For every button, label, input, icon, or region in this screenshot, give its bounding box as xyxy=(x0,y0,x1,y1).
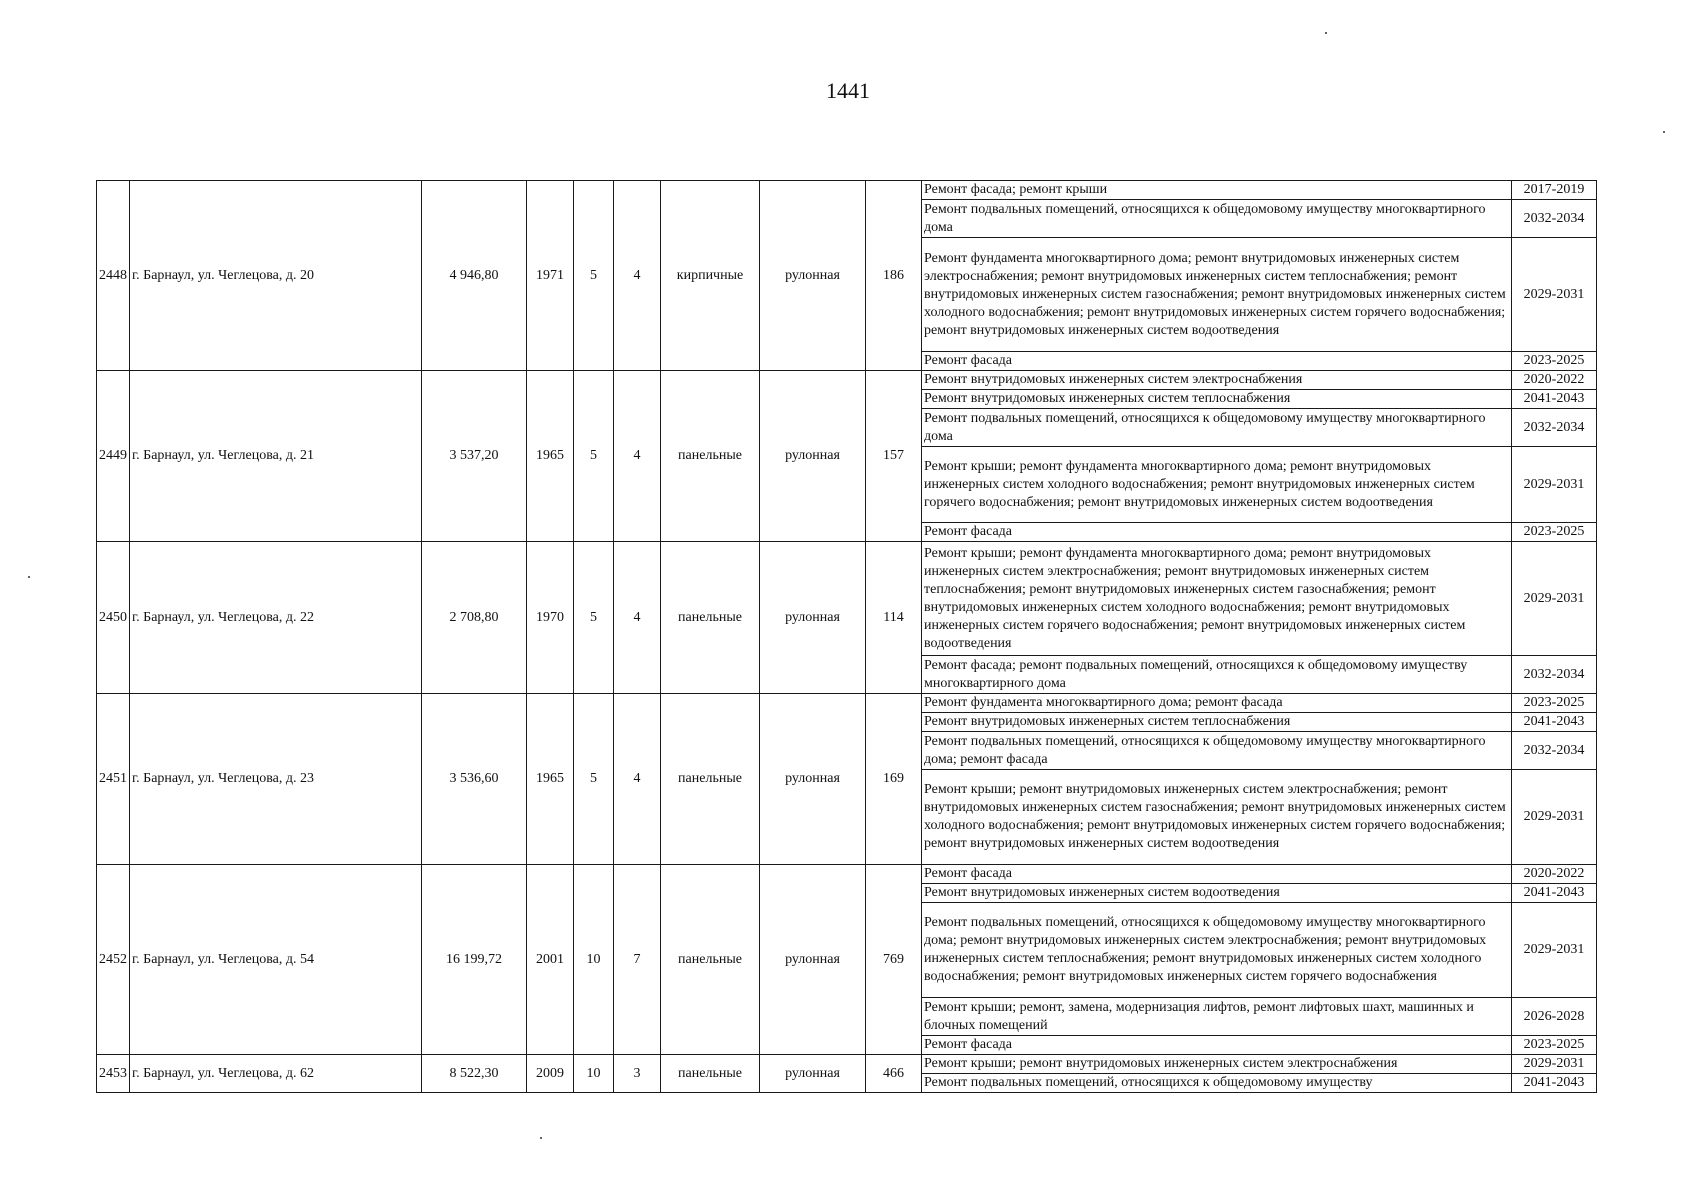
repair-work-description: Ремонт внутридомовых инженерных систем теплоснабжения xyxy=(922,713,1512,732)
repair-work-description: Ремонт крыши; ремонт внутридомовых инженерных систем электроснабжения; ремонт внутридомовых инженерных систем газоснабжения; ремонт внутридомовых инженерных систем холодного водоснабжения; ремонт внутридомовых инженерных систем горячего водоснабжения; ремонт внутридомовых инженерных систем водоотведения xyxy=(922,770,1512,865)
repair-work-description: Ремонт подвальных помещений, относящихся к общедомовому имуществу многоквартирного дома; ремонт внутридомовых инженерных систем электроснабжения; ремонт внутридомовых инженерных систем теплоснабжения; ремонт внутридомовых инженерных систем холодного водоснабжения; ремонт внутридомовых инженерных систем горячего водоснабжения xyxy=(922,903,1512,998)
repair-schedule-table xyxy=(96,180,1597,1093)
repair-period: 2020-2022 xyxy=(1512,371,1597,390)
table-row xyxy=(97,542,1597,656)
repair-period: 2029-2031 xyxy=(1512,1055,1597,1074)
resident-count: 769 xyxy=(866,865,922,1055)
scan-speck xyxy=(1325,32,1327,34)
repair-period: 2032-2034 xyxy=(1512,656,1597,694)
repair-work-description: Ремонт подвальных помещений, относящихся к общедомовому имуществу многоквартирного дома xyxy=(922,200,1512,238)
table-row xyxy=(97,181,1597,200)
scan-speck xyxy=(1663,131,1665,133)
repair-period: 2041-2043 xyxy=(1512,390,1597,409)
repair-work-description: Ремонт фундамента многоквартирного дома; ремонт фасада xyxy=(922,694,1512,713)
scan-speck xyxy=(540,1137,542,1139)
wall-material: панельные xyxy=(661,694,760,865)
repair-period: 2023-2025 xyxy=(1512,1036,1597,1055)
entrance-count: 4 xyxy=(614,694,661,865)
repair-period: 2023-2025 xyxy=(1512,352,1597,371)
wall-material: панельные xyxy=(661,865,760,1055)
construction-year: 1965 xyxy=(527,694,574,865)
repair-period: 2029-2031 xyxy=(1512,447,1597,523)
building-number: 2450 xyxy=(97,542,130,694)
repair-period: 2020-2022 xyxy=(1512,865,1597,884)
floor-count: 5 xyxy=(574,371,614,542)
repair-work-description: Ремонт фундамента многоквартирного дома; ремонт внутридомовых инженерных систем электроснабжения; ремонт внутридомовых инженерных систем теплоснабжения; ремонт внутридомовых инженерных систем газоснабжения; ремонт внутридомовых инженерных систем холодного водоснабжения; ремонт внутридомовых инженерных систем горячего водоснабжения; ремонт внутридомовых инженерных систем водоотведения xyxy=(922,238,1512,352)
resident-count: 114 xyxy=(866,542,922,694)
resident-count: 157 xyxy=(866,371,922,542)
repair-work-description: Ремонт крыши; ремонт внутридомовых инженерных систем электроснабжения xyxy=(922,1055,1512,1074)
roof-type: рулонная xyxy=(760,181,866,371)
construction-year: 2009 xyxy=(527,1055,574,1093)
construction-year: 1970 xyxy=(527,542,574,694)
repair-period: 2032-2034 xyxy=(1512,409,1597,447)
building-number: 2448 xyxy=(97,181,130,371)
repair-period: 2041-2043 xyxy=(1512,1074,1597,1093)
construction-year: 1971 xyxy=(527,181,574,371)
roof-type: рулонная xyxy=(760,694,866,865)
building-number: 2453 xyxy=(97,1055,130,1093)
building-address: г. Барнаул, ул. Чеглецова, д. 22 xyxy=(130,542,422,694)
building-number: 2452 xyxy=(97,865,130,1055)
wall-material: кирпичные xyxy=(661,181,760,371)
building-number: 2449 xyxy=(97,371,130,542)
building-address: г. Барнаул, ул. Чеглецова, д. 54 xyxy=(130,865,422,1055)
building-area: 8 522,30 xyxy=(422,1055,527,1093)
building-address: г. Барнаул, ул. Чеглецова, д. 23 xyxy=(130,694,422,865)
repair-period: 2017-2019 xyxy=(1512,181,1597,200)
repair-work-description: Ремонт фасада xyxy=(922,1036,1512,1055)
building-number: 2451 xyxy=(97,694,130,865)
table-row xyxy=(97,694,1597,713)
table-body xyxy=(97,181,1597,1093)
entrance-count: 4 xyxy=(614,542,661,694)
floor-count: 5 xyxy=(574,694,614,865)
building-address: г. Барнаул, ул. Чеглецова, д. 21 xyxy=(130,371,422,542)
building-area: 3 537,20 xyxy=(422,371,527,542)
resident-count: 466 xyxy=(866,1055,922,1093)
floor-count: 5 xyxy=(574,181,614,371)
repair-work-description: Ремонт внутридомовых инженерных систем теплоснабжения xyxy=(922,390,1512,409)
resident-count: 169 xyxy=(866,694,922,865)
floor-count: 10 xyxy=(574,1055,614,1093)
repair-period: 2032-2034 xyxy=(1512,732,1597,770)
wall-material: панельные xyxy=(661,371,760,542)
floor-count: 10 xyxy=(574,865,614,1055)
repair-period: 2032-2034 xyxy=(1512,200,1597,238)
floor-count: 5 xyxy=(574,542,614,694)
table-row xyxy=(97,865,1597,884)
building-area: 16 199,72 xyxy=(422,865,527,1055)
roof-type: рулонная xyxy=(760,542,866,694)
roof-type: рулонная xyxy=(760,865,866,1055)
construction-year: 2001 xyxy=(527,865,574,1055)
repair-work-description: Ремонт подвальных помещений, относящихся к общедомовому имуществу xyxy=(922,1074,1512,1093)
repair-period: 2041-2043 xyxy=(1512,884,1597,903)
repair-period: 2029-2031 xyxy=(1512,238,1597,352)
wall-material: панельные xyxy=(661,542,760,694)
repair-work-description: Ремонт фасада xyxy=(922,352,1512,371)
repair-period: 2029-2031 xyxy=(1512,542,1597,656)
resident-count: 186 xyxy=(866,181,922,371)
repair-period: 2026-2028 xyxy=(1512,998,1597,1036)
repair-work-description: Ремонт фасада xyxy=(922,523,1512,542)
repair-period: 2041-2043 xyxy=(1512,713,1597,732)
repair-work-description: Ремонт крыши; ремонт фундамента многоквартирного дома; ремонт внутридомовых инженерных систем холодного водоснабжения; ремонт внутридомовых инженерных систем горячего водоснабжения; ремонт внутридомовых инженерных систем водоотведения xyxy=(922,447,1512,523)
building-address: г. Барнаул, ул. Чеглецова, д. 20 xyxy=(130,181,422,371)
construction-year: 1965 xyxy=(527,371,574,542)
repair-work-description: Ремонт крыши; ремонт, замена, модернизация лифтов, ремонт лифтовых шахт, машинных и блочных помещений xyxy=(922,998,1512,1036)
repair-work-description: Ремонт подвальных помещений, относящихся к общедомовому имуществу многоквартирного дома; ремонт фасада xyxy=(922,732,1512,770)
building-area: 2 708,80 xyxy=(422,542,527,694)
repair-work-description: Ремонт фасада; ремонт крыши xyxy=(922,181,1512,200)
repair-period: 2023-2025 xyxy=(1512,523,1597,542)
repair-work-description: Ремонт фасада; ремонт подвальных помещений, относящихся к общедомовому имуществу многоквартирного дома xyxy=(922,656,1512,694)
repair-work-description: Ремонт внутридомовых инженерных систем водоотведения xyxy=(922,884,1512,903)
building-area: 3 536,60 xyxy=(422,694,527,865)
table-row xyxy=(97,1055,1597,1074)
entrance-count: 4 xyxy=(614,371,661,542)
entrance-count: 7 xyxy=(614,865,661,1055)
repair-work-description: Ремонт фасада xyxy=(922,865,1512,884)
scan-speck xyxy=(28,576,30,578)
entrance-count: 3 xyxy=(614,1055,661,1093)
repair-work-description: Ремонт внутридомовых инженерных систем электроснабжения xyxy=(922,371,1512,390)
building-address: г. Барнаул, ул. Чеглецова, д. 62 xyxy=(130,1055,422,1093)
repair-period: 2023-2025 xyxy=(1512,694,1597,713)
repair-work-description: Ремонт крыши; ремонт фундамента многоквартирного дома; ремонт внутридомовых инженерных систем электроснабжения; ремонт внутридомовых инженерных систем теплоснабжения; ремонт внутридомовых инженерных систем газоснабжения; ремонт внутридомовых инженерных систем холодного водоснабжения; ремонт внутридомовых инженерных систем горячего водоснабжения; ремонт внутридомовых инженерных систем водоотведения xyxy=(922,542,1512,656)
repair-work-description: Ремонт подвальных помещений, относящихся к общедомовому имуществу многоквартирного дома xyxy=(922,409,1512,447)
wall-material: панельные xyxy=(661,1055,760,1093)
roof-type: рулонная xyxy=(760,371,866,542)
repair-period: 2029-2031 xyxy=(1512,770,1597,865)
roof-type: рулонная xyxy=(760,1055,866,1093)
entrance-count: 4 xyxy=(614,181,661,371)
page-number: 1441 xyxy=(826,78,870,103)
repair-period: 2029-2031 xyxy=(1512,903,1597,998)
building-area: 4 946,80 xyxy=(422,181,527,371)
table-row xyxy=(97,371,1597,390)
